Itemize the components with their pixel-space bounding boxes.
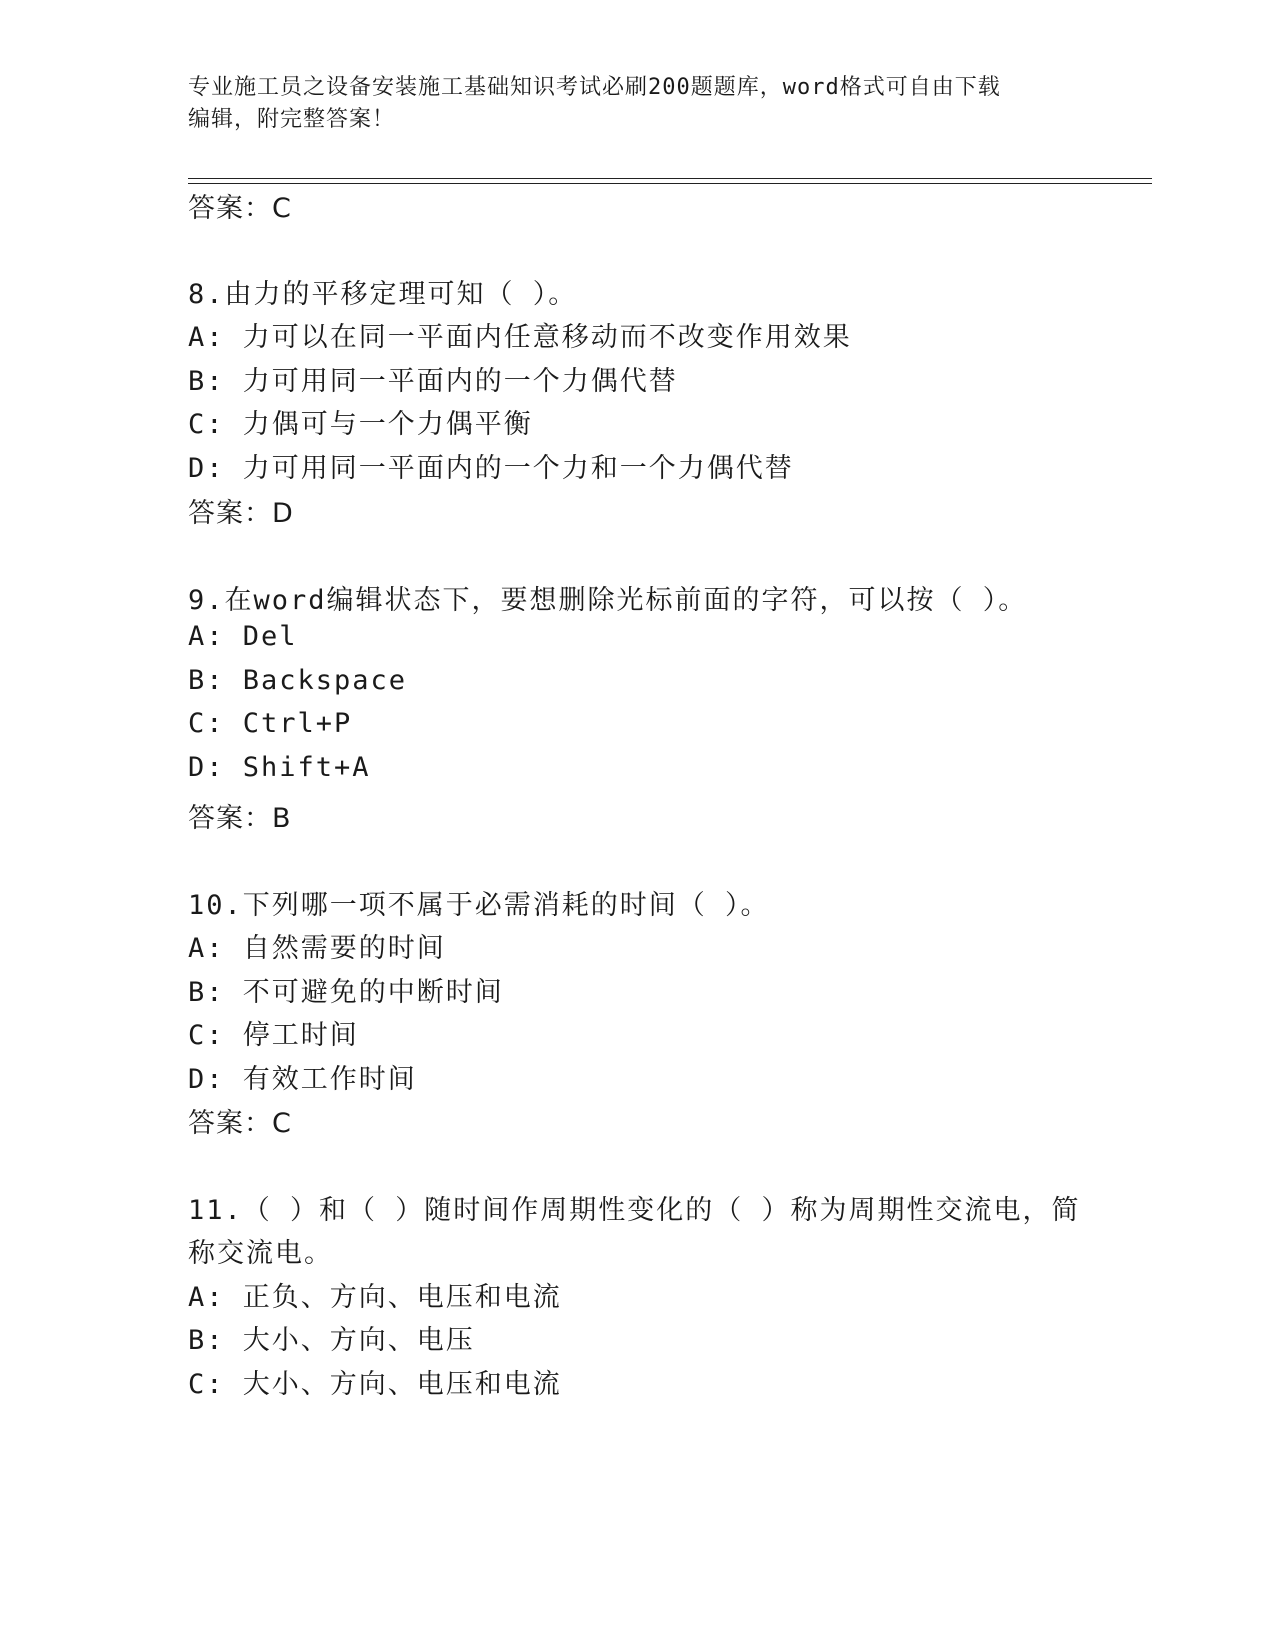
question-9-answer: 答案：B bbox=[188, 803, 292, 834]
question-10-stem: 10.下列哪一项不属于必需消耗的时间（ ）。 bbox=[188, 890, 770, 921]
header-line-2: 编辑，附完整答案！ bbox=[188, 107, 396, 132]
question-10-option-b: B: 不可避免的中断时间 bbox=[188, 977, 504, 1008]
question-11-option-a: A: 正负、方向、电压和电流 bbox=[188, 1282, 562, 1313]
header-rule-bottom bbox=[188, 183, 1152, 184]
question-8-option-b: B: 力可用同一平面内的一个力偶代替 bbox=[188, 366, 678, 397]
question-10-option-a: A: 自然需要的时间 bbox=[188, 933, 446, 964]
question-10-option-c: C: 停工时间 bbox=[188, 1020, 359, 1051]
question-8-option-c: C: 力偶可与一个力偶平衡 bbox=[188, 409, 533, 440]
question-11-stem-line-2: 称交流电。 bbox=[188, 1238, 333, 1269]
question-8-answer: 答案：D bbox=[188, 498, 294, 529]
question-10-option-d: D: 有效工作时间 bbox=[188, 1064, 417, 1095]
question-9-option-a: A: Del bbox=[188, 621, 298, 652]
question-9-option-d: D: Shift+A bbox=[188, 752, 371, 783]
header-rule-top bbox=[188, 178, 1152, 179]
question-11-option-b: B: 大小、方向、电压 bbox=[188, 1325, 475, 1356]
question-9-option-c: C: Ctrl+P bbox=[188, 708, 353, 739]
question-8-option-a: A: 力可以在同一平面内任意移动而不改变作用效果 bbox=[188, 322, 852, 353]
question-11-option-c: C: 大小、方向、电压和电流 bbox=[188, 1369, 562, 1400]
question-9-option-b: B: Backspace bbox=[188, 665, 408, 696]
previous-answer: 答案：C bbox=[188, 193, 292, 224]
question-11-stem-line-1: 11.（ ）和（ ）随时间作周期性变化的（ ）称为周期性交流电，简 bbox=[188, 1195, 1081, 1226]
header-line-1: 专业施工员之设备安装施工基础知识考试必刷200题题库，word格式可自由下载 bbox=[188, 75, 1001, 100]
question-10-answer: 答案：C bbox=[188, 1108, 292, 1139]
question-8-stem: 8.由力的平移定理可知（ ）。 bbox=[188, 279, 578, 310]
question-8-option-d: D: 力可用同一平面内的一个力和一个力偶代替 bbox=[188, 453, 794, 484]
question-9-stem: 9.在word编辑状态下，要想删除光标前面的字符，可以按（ ）。 bbox=[188, 585, 1028, 616]
document-header bbox=[188, 72, 1088, 136]
